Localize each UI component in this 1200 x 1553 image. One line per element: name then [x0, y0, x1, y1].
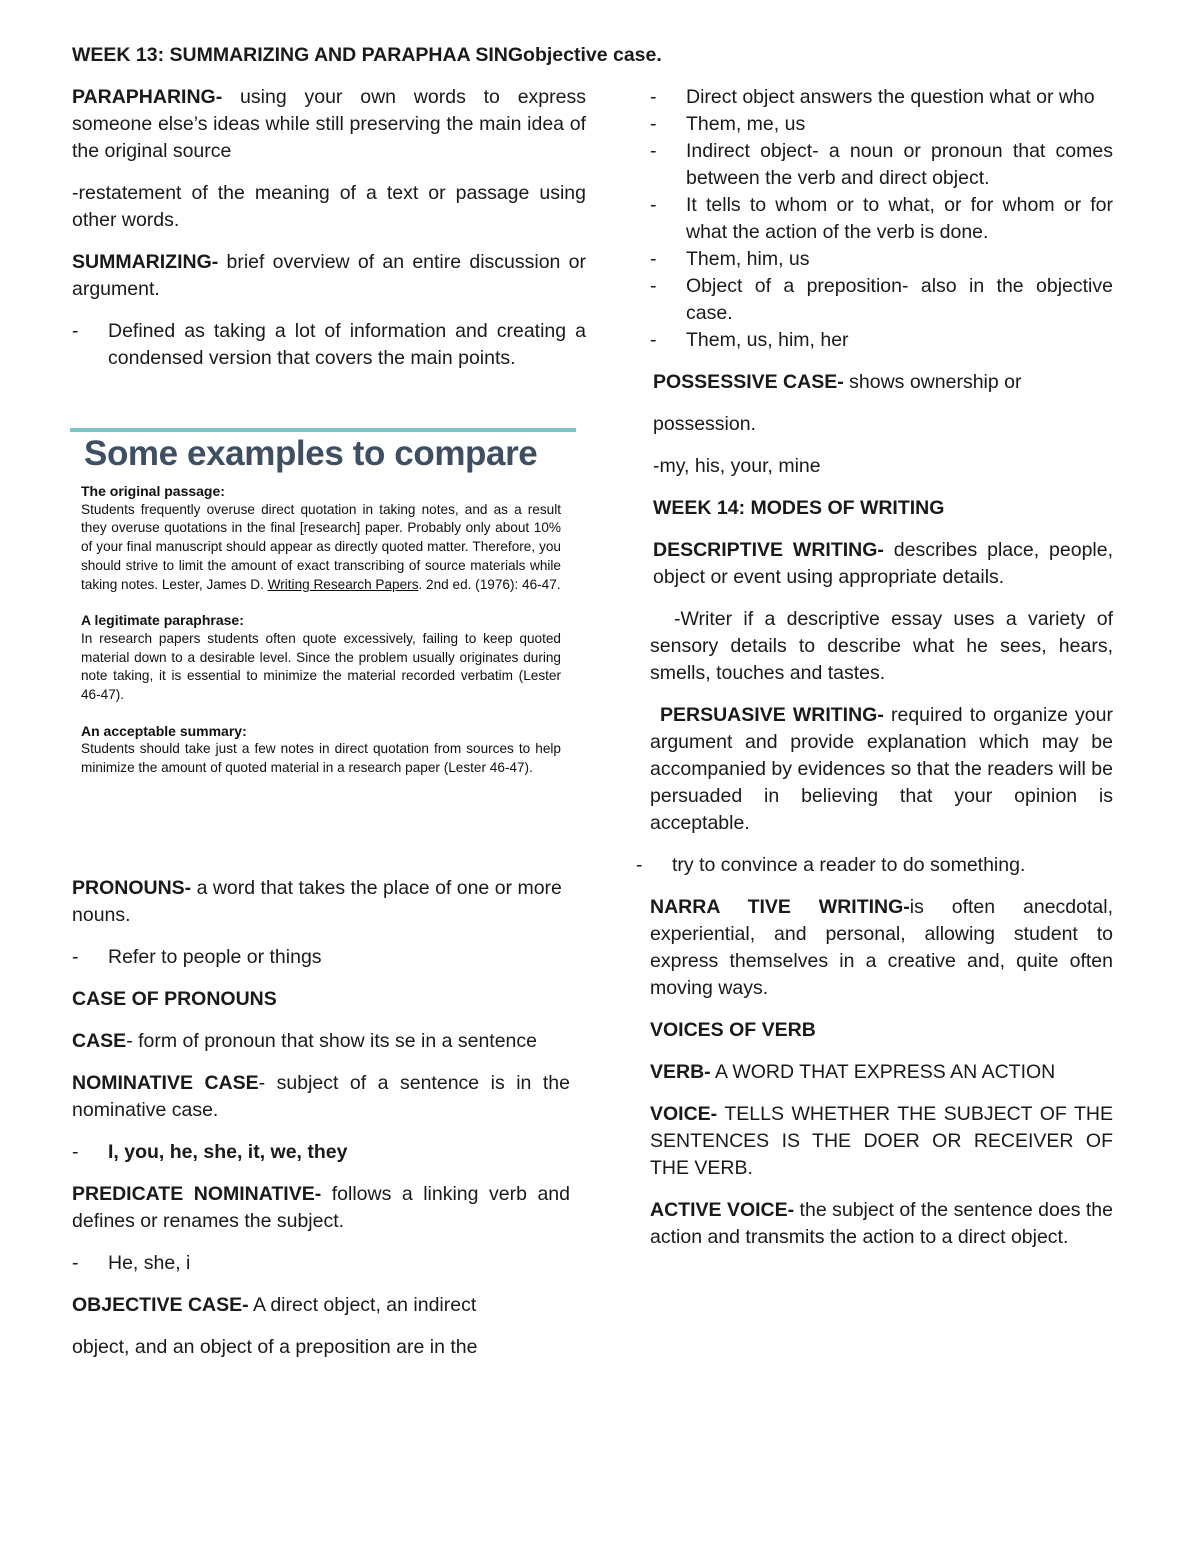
bullet-text: Them, him, us	[686, 248, 810, 270]
list-item	[72, 318, 586, 372]
dash-marker: -	[72, 946, 79, 968]
term: POSSESSIVE CASE-	[653, 371, 844, 393]
dash-marker: -	[650, 275, 657, 297]
possessive-examples: -my, his, your, mine	[653, 455, 821, 477]
list-item	[650, 192, 1113, 246]
definition: - form of pronoun that show its se in a sentence	[126, 1030, 537, 1052]
list-item	[650, 273, 1113, 327]
case-definition	[72, 1028, 570, 1055]
objective-definition	[72, 1292, 586, 1319]
dash-marker: -	[650, 194, 657, 216]
nominative-definition	[72, 1070, 570, 1124]
definition: the subject of the sentence does the action and transmits the action to a direct object.	[650, 1199, 1113, 1248]
dash-marker: -	[72, 1252, 79, 1274]
restatement-note: -restatement of the meaning of a text or passage using other words.	[72, 182, 586, 231]
right-column	[636, 84, 1114, 1266]
term: SUMMARIZING-	[72, 251, 219, 273]
dash-marker: -	[72, 1141, 79, 1163]
dash-marker: -	[650, 329, 657, 351]
list-item	[650, 246, 1113, 273]
bullet-text: It tells to whom or to what, or for whom or for what the action of the verb is done.	[686, 194, 1113, 243]
dash-marker: -	[650, 86, 657, 108]
dash-marker: -	[650, 248, 657, 270]
section-heading: WEEK 14: MODES OF WRITING	[653, 497, 945, 519]
bullet-text: Refer to people or things	[108, 946, 322, 968]
descriptive-definition	[653, 537, 1113, 591]
definition: required to organize your argument and provide explanation which may be accompanied by evidences so that the readers will be persuaded in believing that your opinion is acceptable.	[650, 704, 1113, 834]
figure-accent-bar	[70, 428, 576, 432]
dash-marker: -	[650, 113, 657, 135]
possessive-continuation: possession.	[653, 413, 756, 435]
section-heading: VOICES OF VERB	[650, 1019, 816, 1041]
definition: A WORD THAT EXPRESS AN ACTION	[710, 1061, 1056, 1083]
figure-body	[81, 482, 561, 795]
bullet-text: Object of a preposition- also in the objective case.	[686, 275, 1113, 324]
objective-case-list	[650, 84, 1113, 354]
bullet-text: Them, me, us	[686, 113, 806, 135]
dash-marker: -	[650, 140, 657, 162]
definition: follows a linking verb and defines or renames the subject.	[72, 1183, 570, 1232]
paraphrasing-definition	[72, 84, 586, 165]
active-voice-definition	[650, 1197, 1113, 1251]
list-item	[72, 1139, 586, 1166]
summary-passage: Students should take just a few notes in direct quotation from sources to help minimize the amount of quoted material in a research paper (Lester 46-47).	[81, 741, 561, 776]
bullet-text: Indirect object- a noun or pronoun that comes between the verb and direct object.	[686, 140, 1113, 189]
term: PRONOUNS-	[72, 877, 192, 899]
bullet-text: He, she, i	[108, 1252, 191, 1274]
term: PERSUASIVE WRITING-	[660, 704, 884, 726]
original-label: The original passage:	[81, 483, 225, 499]
list-item	[72, 944, 586, 971]
pronouns-definition	[72, 875, 572, 929]
list-item	[650, 327, 1113, 354]
narrative-definition	[650, 894, 1113, 1002]
definition: is often anecdotal, experiential, and personal, allowing student to express themselves in a creative and, quite often moving ways.	[650, 896, 1113, 999]
term: PREDICATE NOMINATIVE-	[72, 1183, 322, 1205]
paraphrase-passage: In research papers students often quote excessively, failing to keep quoted material down to a desirable level. Since the problem usually originates during note taking, it is essential to minimize the material recorded verbatim (Lester 46-47).	[81, 630, 561, 703]
bullet-text: Direct object answers the question what or who	[686, 86, 1095, 108]
term: NOMINATIVE CASE	[72, 1072, 259, 1094]
definition: using your own words to express someone else’s ideas while still preserving the main idea of the original source	[72, 86, 586, 162]
original-passage: Students frequently overuse direct quotation in taking notes, and as a result they overuse quotations in the final [research] paper. Probably only about 10% of your final manuscript should appear as directly quoted matter. Therefore, you should strive to limit the amount of exact transcribing of source materials while taking notes. Lester, James D. Writing Research Papers. 2nd ed. (1976): 46-47.	[81, 501, 561, 592]
term: OBJECTIVE CASE-	[72, 1294, 249, 1316]
bullet-text: Defined as taking a lot of information and creating a condensed version that covers the main points.	[108, 320, 586, 369]
summary-label: An acceptable summary:	[81, 722, 247, 739]
predicate-nominative-definition	[72, 1181, 570, 1235]
definition: - subject of a sentence is in the nominative case.	[72, 1072, 570, 1121]
list-item	[72, 1250, 586, 1277]
definition: brief overview of an entire discussion or argument.	[72, 251, 586, 300]
left-column	[72, 84, 586, 1376]
term: ACTIVE VOICE-	[650, 1199, 795, 1221]
term: VOICE-	[650, 1103, 718, 1125]
bullet-text: I, you, he, she, it, we, they	[108, 1141, 348, 1163]
list-item	[650, 111, 1113, 138]
persuasive-definition	[650, 702, 1113, 837]
book-title: Writing Research Papers	[267, 576, 419, 592]
bullet-text: Them, us, him, her	[686, 329, 849, 351]
section-heading: CASE OF PRONOUNS	[72, 988, 277, 1010]
list-item	[650, 84, 1113, 111]
bullet-text: try to convince a reader to do something.	[672, 854, 1026, 876]
term: VERB-	[650, 1061, 711, 1083]
definition: A direct object, an indirect	[248, 1294, 477, 1316]
summarizing-definition	[72, 249, 586, 303]
dash-marker: -	[636, 854, 643, 876]
page-title: WEEK 13: SUMMARIZING AND PARAPHAA SINGobjective case.	[72, 44, 662, 66]
examples-figure	[70, 428, 576, 840]
verb-definition	[650, 1059, 1113, 1086]
definition: shows ownership or	[843, 371, 1022, 393]
objective-continuation: object, and an object of a preposition are in the	[72, 1336, 478, 1358]
figure-heading: Some examples to compare	[84, 434, 538, 473]
definition: describes place, people, object or event using appropriate details.	[653, 539, 1114, 588]
term: NARRA TIVE WRITING-	[650, 896, 910, 918]
term: PARAPHARING-	[72, 86, 223, 108]
definition: a word that takes the place of one or more nouns.	[72, 877, 562, 926]
paraphrase-label: A legitimate paraphrase:	[81, 612, 244, 629]
definition: TELLS WHETHER THE SUBJECT OF THE SENTENCES IS THE DOER OR RECEIVER OF THE VERB.	[650, 1103, 1113, 1179]
list-item	[636, 852, 1113, 879]
dash-marker: -	[72, 320, 79, 342]
voice-definition	[650, 1101, 1113, 1182]
term: DESCRIPTIVE WRITING-	[653, 539, 884, 561]
term: CASE	[72, 1030, 127, 1052]
possessive-definition	[653, 369, 1113, 396]
list-item	[650, 138, 1113, 192]
descriptive-note: -Writer if a descriptive essay uses a variety of sensory details to describe what he sees, hears, smells, touches and tastes.	[650, 608, 1113, 684]
